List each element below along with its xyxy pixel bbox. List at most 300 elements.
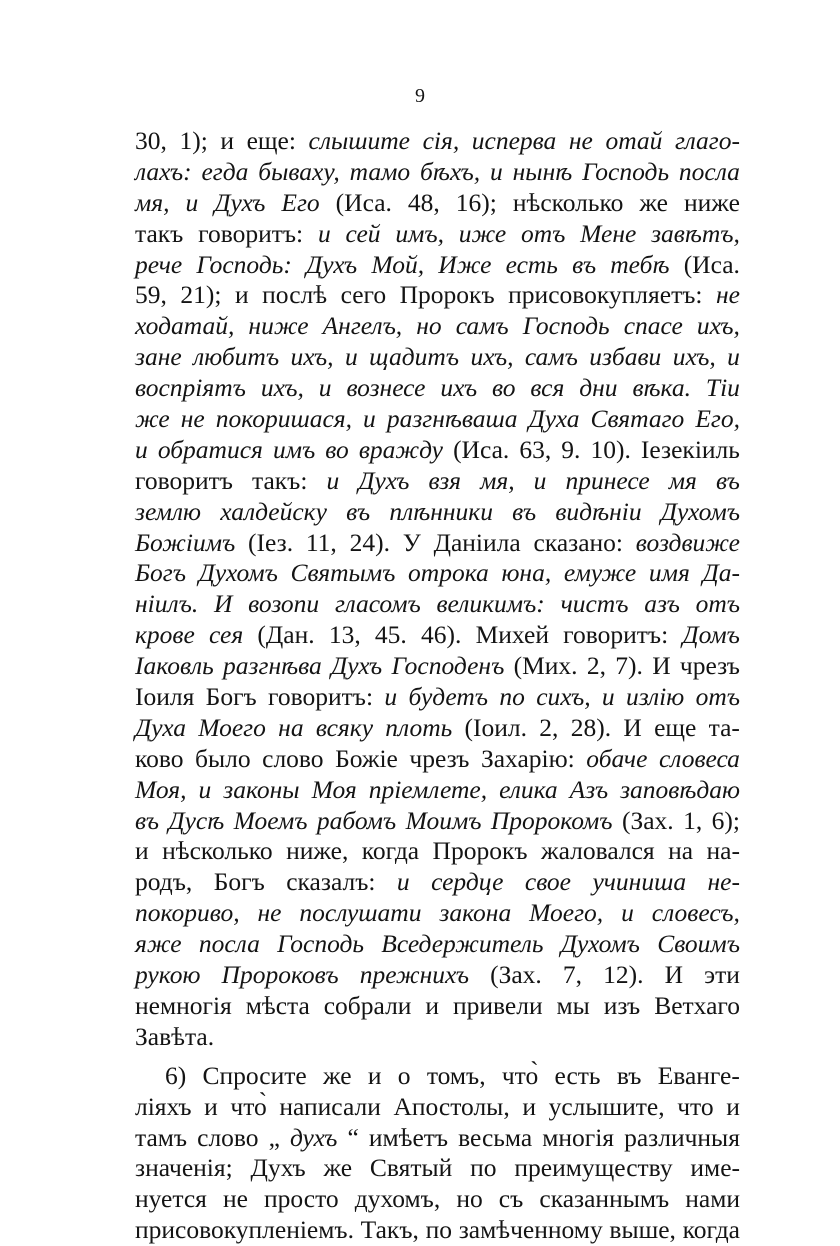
word: Такъ,: [360, 1215, 419, 1245]
word: въ: [572, 249, 597, 279]
word: томъ,: [426, 1060, 486, 1090]
word: нами: [685, 1184, 740, 1214]
word: сея: [209, 620, 244, 650]
word: видѣніи: [555, 496, 642, 526]
word: бѣхъ,: [420, 156, 481, 186]
word: и: [726, 1091, 740, 1121]
word: родъ,: [135, 867, 193, 897]
word: присовокупляетъ:: [508, 280, 703, 310]
word: на: [668, 836, 694, 866]
word: завѣтъ,: [651, 218, 740, 248]
text-line: [135, 1022, 740, 1053]
word: 10).: [590, 434, 631, 464]
word: 21);: [180, 280, 222, 310]
body-text: [135, 126, 740, 1246]
word: 12).: [603, 960, 644, 990]
word: Духъ: [306, 249, 358, 279]
word: говоритъ: [135, 465, 233, 495]
word: возопи: [248, 589, 320, 619]
word: ихъ,: [470, 342, 514, 372]
word: и: [318, 373, 332, 403]
word: воздвиже: [635, 527, 740, 557]
word: но: [416, 311, 442, 341]
word: Мене: [580, 218, 637, 248]
word: вознесе: [346, 373, 426, 403]
word: самъ: [524, 342, 578, 372]
word: Господь: [277, 929, 365, 959]
word: ниже: [684, 187, 740, 217]
word: отай: [605, 126, 663, 155]
word: сердце: [431, 867, 504, 897]
word: 7,: [562, 960, 583, 990]
word: емуже: [563, 558, 637, 588]
word: значенія;: [135, 1153, 233, 1183]
word: на: [278, 712, 304, 742]
word: Пророковъ: [221, 960, 339, 990]
word: Спросите: [202, 1060, 307, 1090]
word: словеса: [658, 743, 740, 773]
word: Господь: [522, 311, 610, 341]
word: вражду: [358, 434, 443, 464]
word: гласомъ: [334, 589, 421, 619]
word: есть: [554, 1060, 601, 1090]
word: Іоиля: [135, 682, 195, 712]
word: Пророкомъ: [490, 805, 613, 835]
word: (Іез.: [248, 527, 294, 557]
text-line: [135, 250, 740, 281]
word: Азъ: [569, 774, 609, 804]
word: Духомъ: [560, 929, 640, 959]
word: (Зах.: [621, 805, 674, 835]
word: рукою: [135, 960, 201, 990]
word: не: [180, 404, 205, 434]
word: Господь:: [196, 249, 292, 279]
word: Духа: [528, 404, 580, 434]
word: 45.: [374, 620, 407, 650]
word: елика: [499, 774, 558, 804]
text-line: [135, 929, 740, 960]
word: чистъ: [560, 589, 629, 619]
word: въ: [616, 1060, 642, 1090]
word: любитъ: [193, 342, 280, 372]
word: (Дан.: [257, 620, 315, 650]
word: Духъ: [214, 187, 266, 217]
word: присовокупленіемъ.: [135, 1215, 354, 1245]
word: немногія: [135, 990, 232, 1020]
word: Мой,: [371, 249, 425, 279]
text-line: [135, 404, 740, 435]
word: и: [135, 434, 148, 464]
word: И: [213, 589, 233, 619]
word: же: [323, 1060, 352, 1090]
word: по: [425, 1215, 453, 1245]
text-line: [135, 558, 740, 589]
text-line: [135, 898, 740, 929]
paragraph: [135, 126, 740, 1053]
word: обаче: [586, 743, 648, 773]
word: яже: [135, 929, 182, 959]
word: Вседержитель: [381, 929, 544, 959]
word: Михей: [475, 620, 549, 650]
word: бываху,: [258, 156, 340, 186]
word: та-: [708, 712, 740, 742]
word: мя: [668, 465, 697, 495]
word: покоришася,: [215, 404, 352, 434]
word: услышите,: [548, 1091, 665, 1121]
word: воспріятъ: [135, 373, 246, 403]
word: не-: [707, 867, 740, 897]
word: Святый: [369, 1153, 453, 1183]
word: послѣ: [262, 280, 328, 310]
word: написали: [279, 1091, 381, 1121]
word: И: [623, 712, 642, 742]
word: имъ,: [395, 218, 444, 248]
word: ихъ,: [290, 342, 334, 372]
word: слышите: [308, 126, 410, 155]
word: и: [425, 990, 440, 1020]
word: Иже: [438, 249, 492, 279]
word: великимъ:: [436, 589, 545, 619]
text-line: [135, 1061, 740, 1092]
word: принесе: [565, 465, 650, 495]
text-line: [135, 280, 740, 311]
word: нѣсколько: [162, 836, 273, 866]
word: рабомъ: [316, 805, 397, 835]
word: Завѣта.: [135, 1021, 215, 1051]
word: духомъ,: [354, 1184, 441, 1214]
word: мя,: [480, 465, 515, 495]
text-line: [135, 1184, 740, 1215]
word: Да-: [702, 558, 740, 588]
word: 13,: [328, 620, 361, 650]
word: крове: [135, 620, 195, 650]
word: разгнѣваша: [386, 404, 518, 434]
word: но: [456, 1184, 483, 1214]
word: посла: [198, 929, 260, 959]
word: и: [601, 682, 615, 712]
word: и: [234, 280, 249, 310]
text-line: [135, 342, 740, 373]
word: Его: [281, 187, 320, 217]
word: же: [639, 187, 668, 217]
word: говоритъ:: [268, 682, 374, 712]
word: плоть: [385, 712, 453, 742]
word: всяку: [315, 712, 374, 742]
word: свое: [524, 867, 571, 897]
word: Моемъ: [233, 805, 308, 835]
word: разгнѣва: [223, 651, 322, 681]
word: обратися: [157, 434, 263, 464]
word: Духъ: [331, 651, 383, 681]
word: по: [470, 1153, 497, 1183]
word: вся: [530, 373, 565, 403]
word: 1,: [683, 805, 703, 835]
word: Моя,: [135, 774, 187, 804]
word: ихъ: [440, 373, 478, 403]
word: посла: [678, 156, 740, 186]
word: Святаго: [590, 404, 685, 434]
word: мѣста: [245, 990, 310, 1020]
word: учиниша: [592, 867, 687, 897]
word: (Иса.: [335, 187, 392, 217]
word: чрезъ: [409, 743, 470, 773]
word: азъ: [644, 589, 680, 619]
word: эти: [704, 960, 740, 990]
page-number: 9: [415, 85, 425, 107]
word: въ: [512, 496, 537, 526]
word: ихъ,: [260, 373, 304, 403]
text-line: [135, 713, 740, 744]
word: 2,: [539, 712, 559, 742]
word: и: [363, 404, 376, 434]
word: 63,: [519, 434, 552, 464]
text-line: [135, 775, 740, 806]
word: Божіе: [335, 743, 398, 773]
word: Даніила: [433, 527, 521, 557]
word: еще: [654, 712, 697, 742]
word: отъ: [520, 218, 566, 248]
word: Тіи: [705, 373, 740, 403]
text-line: [135, 1123, 740, 1154]
word: о: [397, 1060, 411, 1090]
word: тебѣ: [610, 249, 670, 279]
word: самъ: [455, 311, 509, 341]
word: сія,: [422, 126, 460, 155]
word: отъ: [695, 589, 740, 619]
word: изъ: [603, 990, 641, 1020]
word: Господенъ: [391, 651, 505, 681]
word: 6): [165, 1060, 187, 1090]
word: говоритъ:: [563, 620, 669, 650]
word: на-: [706, 836, 740, 866]
word: Духа: [135, 712, 186, 742]
word: и: [344, 342, 358, 372]
word: преимуществу: [514, 1153, 673, 1183]
word: во: [492, 373, 516, 403]
text-line: [135, 960, 740, 991]
word: И: [652, 651, 671, 681]
word: законы: [223, 774, 300, 804]
word: не: [716, 280, 740, 310]
word: щадитъ: [369, 342, 460, 372]
word: съ: [498, 1184, 524, 1214]
word: халдейску: [220, 496, 327, 526]
word: Дусѣ: [168, 805, 225, 835]
word: собрали: [323, 990, 412, 1020]
word: ліяхъ: [135, 1091, 192, 1121]
word: Іаковль: [135, 651, 214, 681]
word: Моего: [198, 712, 266, 742]
word: Домъ: [682, 620, 740, 650]
word: иже: [458, 218, 507, 248]
text-line: [135, 1092, 740, 1123]
word: 28).: [570, 712, 612, 742]
word: и: [621, 898, 634, 928]
word: отрока: [408, 558, 489, 588]
word: Своимъ: [657, 929, 740, 959]
word: Святымъ: [290, 558, 396, 588]
text-line: [135, 589, 740, 620]
text-line: [135, 435, 740, 466]
word: 16);: [455, 187, 497, 217]
text-line: [135, 682, 740, 713]
text-line: [135, 651, 740, 682]
word: въ: [715, 465, 740, 495]
word: сказаннымъ: [539, 1184, 670, 1214]
word: лахъ:: [135, 156, 192, 186]
text-line: [135, 1153, 740, 1184]
word: У: [402, 527, 421, 557]
word: И: [664, 960, 684, 990]
word: есть: [505, 249, 558, 279]
word: Его,: [695, 404, 740, 434]
word: тамо: [349, 156, 411, 186]
word: Ветхаго: [654, 990, 740, 1020]
word: что̀: [501, 1060, 539, 1090]
word: послушати: [299, 898, 422, 928]
word: Духомъ: [660, 496, 740, 526]
text-line: [135, 836, 740, 867]
word: словесъ,: [651, 898, 740, 928]
word: 11,: [305, 527, 337, 557]
word: и: [396, 867, 410, 897]
word: исперва: [471, 126, 557, 155]
word: и: [367, 1060, 382, 1090]
word: Духъ: [358, 465, 410, 495]
word: 46).: [420, 620, 462, 650]
word: нуется: [135, 1184, 207, 1214]
word: (Иса.: [683, 249, 740, 279]
word: и: [135, 836, 149, 866]
word: 6);: [711, 805, 740, 835]
text-line: [135, 219, 740, 250]
word: ниже,: [286, 836, 349, 866]
word: вѣка.: [632, 373, 691, 403]
word: “: [347, 1122, 359, 1152]
word: Богъ: [135, 558, 186, 588]
word: избави: [589, 342, 662, 372]
word: 59,: [135, 280, 167, 310]
word: плѣнники: [389, 496, 493, 526]
word: и: [317, 218, 331, 248]
word: имъ: [272, 434, 316, 464]
word: нынѣ: [512, 156, 573, 186]
word: Духъ: [250, 1153, 306, 1183]
word: когда: [682, 1215, 740, 1245]
word: ніилъ.: [135, 589, 199, 619]
word: сказалъ:: [286, 867, 376, 897]
word: 7).: [615, 651, 643, 681]
text-line: [135, 497, 740, 528]
word: ниже: [248, 311, 309, 341]
word: по: [499, 682, 525, 712]
word: ихъ,: [696, 311, 740, 341]
word: ихъ,: [672, 342, 716, 372]
word: прежнихъ: [359, 960, 469, 990]
word: просто: [264, 1184, 339, 1214]
word: (Иса.: [453, 434, 510, 464]
word: различныя: [624, 1122, 740, 1152]
word: же: [135, 404, 170, 434]
word: ходатай,: [135, 311, 235, 341]
word: юна,: [501, 558, 552, 588]
word: и: [204, 1091, 218, 1121]
word: отъ: [695, 682, 740, 712]
word: име-: [690, 1153, 740, 1183]
word: 9.: [561, 434, 581, 464]
word: замѣченному: [458, 1215, 603, 1245]
word: Духомъ: [198, 558, 278, 588]
word: мы: [556, 990, 590, 1020]
word: чрезъ: [679, 651, 740, 681]
word: 24).: [349, 527, 390, 557]
word: и: [220, 126, 235, 155]
word: и: [185, 187, 199, 217]
word: и: [522, 1091, 536, 1121]
word: имя: [648, 558, 690, 588]
word: пріемлете,: [368, 774, 488, 804]
word: что̀: [230, 1091, 267, 1121]
word: сказано:: [533, 527, 624, 557]
word: и: [198, 774, 212, 804]
word: (Зах.: [490, 960, 542, 990]
word: выше,: [609, 1215, 676, 1245]
text-line: [135, 466, 740, 497]
word: сего: [340, 280, 387, 310]
word: взя: [428, 465, 462, 495]
word: не: [257, 898, 282, 928]
word: Апостолы,: [393, 1091, 510, 1121]
word: Богъ: [213, 867, 265, 897]
word: и: [533, 465, 547, 495]
word: 1);: [179, 126, 208, 155]
word: въ: [346, 496, 371, 526]
word: было: [195, 743, 251, 773]
word: Еванге-: [657, 1060, 740, 1090]
word: и: [384, 682, 398, 712]
word: жаловался: [540, 836, 655, 866]
word: говоритъ:: [198, 218, 304, 248]
word: закона: [439, 898, 512, 928]
word: и: [727, 342, 740, 372]
word: не: [222, 1184, 248, 1214]
text-line: [135, 991, 740, 1022]
word: землю: [135, 496, 202, 526]
word: (Іоил.: [464, 712, 528, 742]
word: зане: [135, 342, 182, 372]
word: въ: [135, 805, 159, 835]
word: спасе: [623, 311, 683, 341]
word: Ангелъ,: [322, 311, 403, 341]
word: егда: [201, 156, 249, 186]
word: покориво,: [135, 898, 240, 928]
word: имѣетъ: [368, 1122, 449, 1152]
word: Іезекіиль: [640, 434, 740, 464]
text-line: [135, 620, 740, 651]
word: еще:: [246, 126, 296, 155]
word: слово: [262, 743, 324, 773]
word: такъ: [135, 218, 184, 248]
word: сей: [345, 218, 381, 248]
word: и: [326, 465, 340, 495]
word: сихъ,: [536, 682, 591, 712]
word: слово: [197, 1122, 259, 1152]
word: духъ: [289, 1122, 338, 1152]
word: Пророкъ: [399, 280, 495, 310]
text-line: [135, 806, 740, 837]
word: что: [677, 1091, 714, 1121]
word: рече: [135, 249, 183, 279]
